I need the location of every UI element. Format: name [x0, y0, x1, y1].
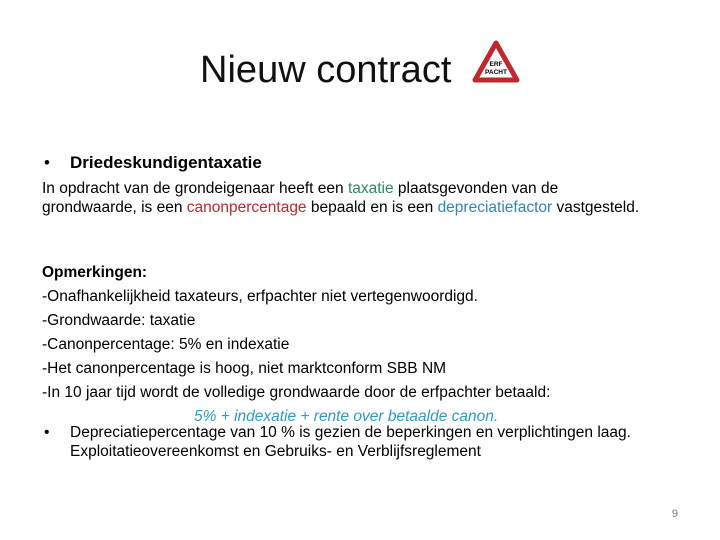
section-heading — [44, 153, 262, 173]
page-title: Nieuw contract — [200, 49, 452, 91]
remark-line: -Het canonpercentage is hoog, niet marktconform SBB NM — [42, 360, 447, 377]
highlight-taxatie: taxatie — [347, 180, 394, 197]
highlight-depreciatiefactor: depreciatiefactor — [437, 199, 553, 216]
intro-paragraph — [42, 179, 642, 217]
paragraph-text: plaatsgevonden van de grondwaarde, is een — [42, 180, 559, 216]
page-number: 9 — [671, 508, 678, 520]
formula-line: 5% + indexatie + rente over betaalde canon. — [194, 408, 499, 425]
paragraph-text: vastgesteld. — [552, 199, 640, 216]
bullet-icon: • — [44, 153, 50, 172]
remark-line: -Onafhankelijkheid taxateurs, erfpachter niet vertegenwoordigd. — [42, 288, 478, 305]
remark-line: -Canonpercentage: 5% en indexatie — [42, 336, 290, 353]
bullet-icon: • — [44, 424, 50, 441]
erfpacht-warning-sign-icon — [472, 40, 520, 96]
remark-line: -Grondwaarde: taxatie — [42, 312, 196, 329]
remark-line: -In 10 jaar tijd wordt de volledige grondwaarde door de erfpachter betaald: — [42, 384, 551, 401]
logo-text-line2: PACHT — [484, 69, 507, 76]
title-row — [0, 44, 720, 96]
heading-text: Driedeskundigentaxatie — [70, 153, 262, 172]
logo-text-line1: ERF — [489, 61, 503, 68]
bullet-text: Depreciatiepercentage van 10 % is gezien de beperkingen en verplichtingen laag. Exploitatieovereenkomst en Gebruiks- en Verblijfsreglement — [70, 424, 631, 460]
paragraph-text: bepaald en is een — [306, 199, 438, 216]
remarks-block — [42, 261, 692, 429]
highlight-canonpercentage: canonpercentage — [186, 199, 307, 216]
depreciation-bullet — [44, 423, 684, 461]
remarks-label: Opmerkingen: — [42, 264, 148, 281]
paragraph-text: In opdracht van de grondeigenaar heeft een — [42, 180, 348, 197]
